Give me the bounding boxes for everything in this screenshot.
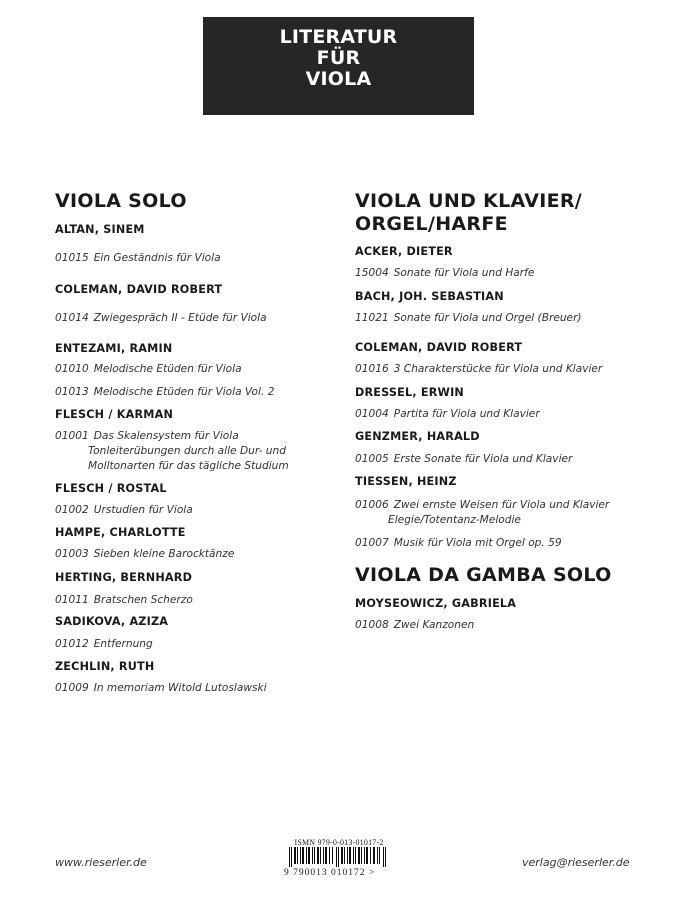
work-entry xyxy=(55,593,193,608)
work-title: Melodische Etüden für Viola xyxy=(93,363,242,375)
section-title-line-1: VIOLA UND KLAVIER/ xyxy=(355,190,583,212)
catalog-number: 01008 xyxy=(355,619,389,631)
title-line-1: LITERATUR xyxy=(279,26,398,48)
composer-name: ACKER, DIETER xyxy=(355,245,453,258)
title-line-3: VIOLA xyxy=(305,68,372,90)
composer-name: DRESSEL, ERWIN xyxy=(355,386,464,399)
work-entry xyxy=(55,503,193,518)
work-entry xyxy=(55,681,267,696)
work-entry xyxy=(355,266,534,281)
composer-name: HERTING, BERNHARD xyxy=(55,571,193,584)
work-entry xyxy=(55,251,221,266)
work-title: Melodische Etüden für Viola Vol. 2 xyxy=(93,386,275,398)
catalog-number: 01004 xyxy=(355,408,389,420)
catalog-number: 01016 xyxy=(355,363,389,375)
catalog-number: 01006 xyxy=(355,499,389,511)
composer-name: COLEMAN, DAVID ROBERT xyxy=(55,283,223,296)
work-title: Das Skalensystem für Viola xyxy=(93,430,239,442)
work-title: Bratschen Scherzo xyxy=(93,594,193,606)
catalog-number: 01003 xyxy=(55,548,89,560)
work-entry xyxy=(355,407,540,422)
work-entry xyxy=(55,362,242,377)
catalog-number: 01001 xyxy=(55,430,89,442)
work-title: Sieben kleine Barocktänze xyxy=(93,548,235,560)
catalog-number: 11021 xyxy=(355,312,389,324)
barcode xyxy=(284,838,394,878)
section-title-viola-klavier xyxy=(355,190,582,236)
composer-name: TIESSEN, HEINZ xyxy=(355,475,457,488)
work-subtitle: Molltonarten für das tägliche Studium xyxy=(88,460,289,472)
catalog-number: 01011 xyxy=(55,594,89,606)
catalog-number: 01010 xyxy=(55,363,89,375)
catalog-number: 01015 xyxy=(55,252,89,264)
work-subtitle: Tonleiterübungen durch alle Dur- und xyxy=(88,445,286,457)
work-title: Urstudien für Viola xyxy=(93,504,193,516)
work-entry xyxy=(55,311,267,326)
title-line-2: FÜR xyxy=(316,47,361,69)
catalog-number: 01013 xyxy=(55,386,89,398)
catalog-number: 01005 xyxy=(355,453,389,465)
work-title: Sonate für Viola und Orgel (Breuer) xyxy=(393,312,582,324)
composer-name: COLEMAN, DAVID ROBERT xyxy=(355,341,523,354)
work-entry xyxy=(55,547,234,562)
catalog-number: 01009 xyxy=(55,682,89,694)
work-title: Zwei Kanzonen xyxy=(393,619,475,631)
work-title: Sonate für Viola und Harfe xyxy=(393,267,535,279)
website-link[interactable]: www.rieserler.de xyxy=(55,856,147,869)
composer-name: HAMPE, CHARLOTTE xyxy=(55,526,186,539)
work-title: Zwiegespräch II - Etüde für Viola xyxy=(93,312,267,324)
email-link[interactable]: verlag@rieserler.de xyxy=(522,856,630,869)
work-entry xyxy=(355,452,572,467)
composer-name: MOYSEOWICZ, GABRIELA xyxy=(355,597,517,610)
work-entry xyxy=(355,498,609,528)
barcode-digits: 9 790013 010172 > xyxy=(284,868,376,878)
work-subtitle: Elegie/Totentanz-Melodie xyxy=(388,514,521,526)
work-title: Ein Geständnis für Viola xyxy=(93,252,221,264)
catalog-number: 15004 xyxy=(355,267,389,279)
work-title: Zwei ernste Weisen für Viola und Klavier xyxy=(393,499,610,511)
section-title-viola-da-gamba: VIOLA DA GAMBA SOLO xyxy=(355,564,612,586)
composer-name: ZECHLIN, RUTH xyxy=(55,660,155,673)
work-title: 3 Charakterstücke für Viola und Klavier xyxy=(393,363,603,375)
composer-name: ENTEZAMI, RAMIN xyxy=(55,342,173,355)
composer-name: SADIKOVA, AZIZA xyxy=(55,615,169,628)
work-entry xyxy=(355,618,474,633)
ismn-number: ISMN 979-0-013-01017-2 xyxy=(294,838,384,847)
catalog-number: 01014 xyxy=(55,312,89,324)
section-title-line-2: ORGEL/HARFE xyxy=(355,213,508,235)
work-entry xyxy=(55,637,153,652)
work-title: Erste Sonate für Viola und Klavier xyxy=(393,453,573,465)
catalog-number: 01002 xyxy=(55,504,89,516)
work-title: Entfernung xyxy=(93,638,153,650)
work-entry xyxy=(55,429,289,474)
work-title: Partita für Viola und Klavier xyxy=(393,408,540,420)
work-title: Musik für Viola mit Orgel op. 59 xyxy=(393,537,562,549)
composer-name: GENZMER, HARALD xyxy=(355,430,480,443)
catalog-number: 01007 xyxy=(355,537,389,549)
composer-name: BACH, JOH. SEBASTIAN xyxy=(355,290,504,303)
barcode-bars-icon xyxy=(289,847,389,867)
composer-name: FLESCH / KARMAN xyxy=(55,408,174,421)
work-title: In memoriam Witold Lutoslawski xyxy=(93,682,267,694)
section-title-viola-solo: VIOLA SOLO xyxy=(55,190,187,212)
composer-name: ALTAN, SINEM xyxy=(55,223,145,236)
work-entry xyxy=(355,362,602,377)
work-entry xyxy=(55,385,274,400)
composer-name: FLESCH / ROSTAL xyxy=(55,482,167,495)
work-entry xyxy=(355,536,562,551)
catalog-number: 01012 xyxy=(55,638,89,650)
title-banner xyxy=(203,17,474,115)
work-entry xyxy=(355,311,582,326)
